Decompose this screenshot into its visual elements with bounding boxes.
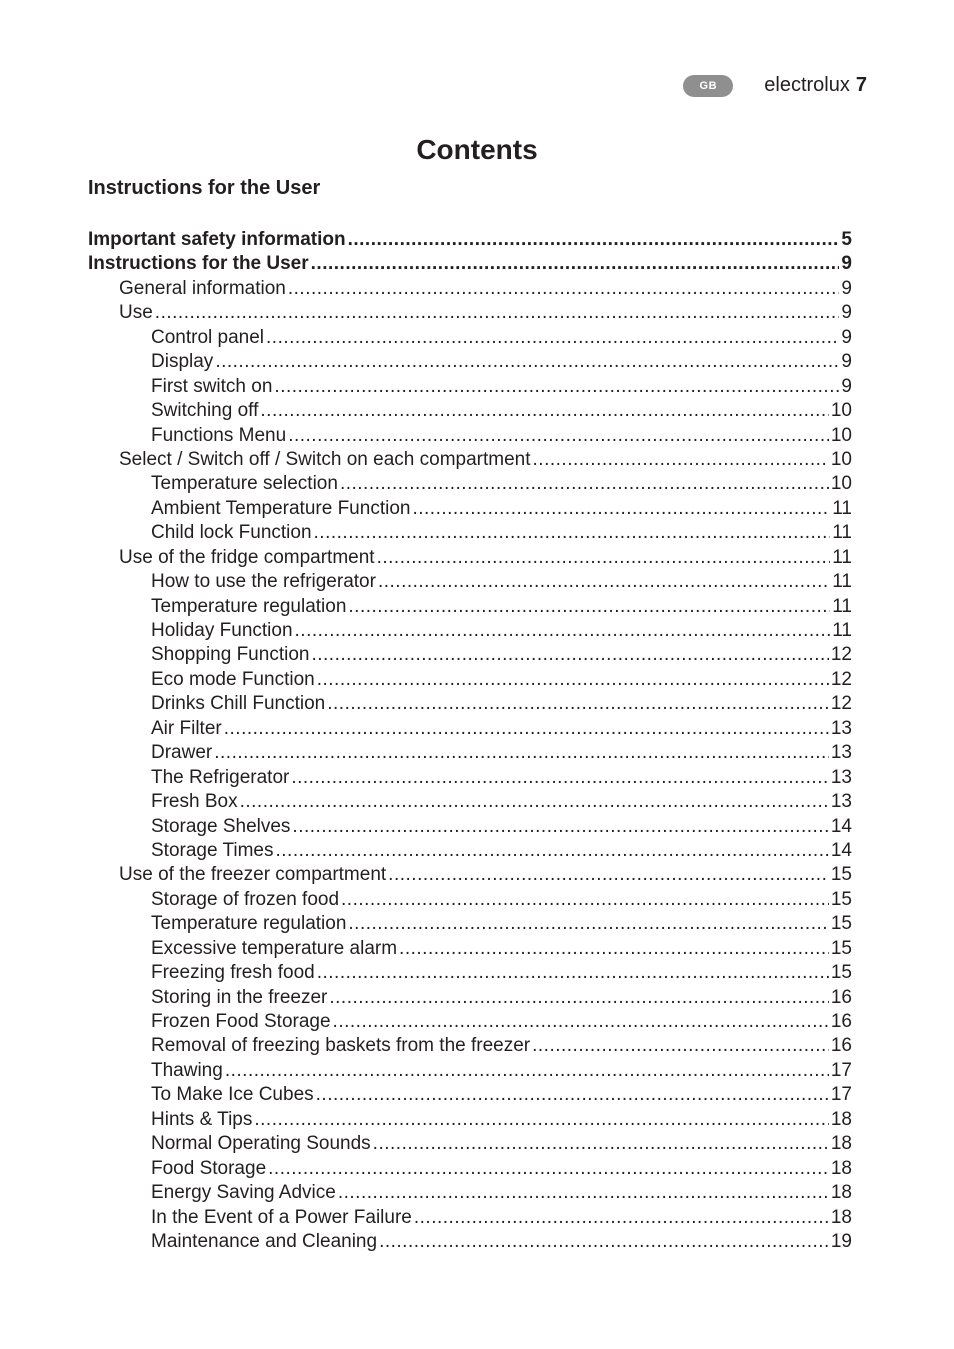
dot-leader: [288, 424, 829, 448]
dot-leader: [314, 521, 831, 545]
toc-entry[interactable]: [88, 741, 852, 765]
toc-entry[interactable]: [88, 252, 852, 276]
toc-entry-label: Freezing fresh food: [151, 962, 315, 984]
toc-entry-page: 16: [830, 1011, 852, 1032]
toc-entry-label: Temperature regulation: [151, 913, 347, 935]
toc-entry-page: 9: [841, 351, 852, 373]
dot-leader: [379, 1230, 829, 1254]
toc-entry-page: 9: [841, 302, 852, 324]
dot-leader: [225, 1059, 829, 1083]
toc-entry[interactable]: [88, 1157, 852, 1181]
dot-leader: [533, 448, 829, 472]
toc-entry[interactable]: [88, 546, 852, 570]
page-title: Contents: [416, 134, 538, 165]
toc-entry-page: 16: [830, 1035, 852, 1057]
toc-entry[interactable]: [88, 863, 852, 887]
toc-entry-page: 15: [830, 888, 852, 910]
dot-leader: [348, 228, 840, 252]
toc-entry-label: Drinks Chill Function: [151, 693, 326, 715]
toc-entry-page: 11: [832, 620, 852, 641]
toc-entry[interactable]: [88, 1230, 852, 1254]
toc-entry-page: 11: [832, 546, 852, 568]
toc-entry-label: Energy Saving Advice: [151, 1182, 336, 1204]
toc-entry-label: Child lock Function: [151, 522, 312, 544]
toc-entry-page: 18: [830, 1206, 852, 1228]
toc-entry-label: Holiday Function: [151, 620, 293, 641]
toc-entry[interactable]: [88, 521, 852, 545]
dot-leader: [333, 1010, 829, 1034]
dot-leader: [348, 912, 828, 936]
table-of-contents: [88, 228, 852, 1254]
dot-leader: [266, 326, 839, 350]
dot-leader: [340, 472, 829, 496]
toc-entry-label: Eco mode Function: [151, 668, 315, 690]
dot-leader: [414, 1206, 829, 1230]
toc-entry-page: 18: [830, 1108, 852, 1130]
toc-entry-label: Use of the fridge compartment: [119, 546, 375, 568]
toc-entry-page: 18: [830, 1182, 852, 1204]
toc-entry-page: 19: [830, 1230, 852, 1252]
toc-entry-label: Switching off: [151, 400, 259, 422]
toc-entry[interactable]: [88, 375, 852, 399]
dot-leader: [338, 1181, 829, 1205]
toc-entry-label: Control panel: [151, 326, 265, 348]
toc-entry-page: 15: [830, 962, 852, 984]
toc-entry-label: Storage Times: [151, 839, 274, 861]
toc-entry[interactable]: [88, 643, 852, 667]
dot-leader: [412, 497, 830, 521]
toc-entry-page: 11: [832, 595, 852, 617]
toc-entry-page: 10: [830, 424, 852, 446]
toc-entry[interactable]: [88, 399, 852, 423]
toc-entry-page: 11: [832, 522, 852, 544]
toc-entry[interactable]: [88, 1010, 852, 1034]
toc-entry-page: 11: [832, 571, 852, 593]
toc-entry[interactable]: [88, 1034, 852, 1058]
toc-entry-label: Instructions for the User: [88, 253, 309, 275]
toc-entry-label: Storage of frozen food: [151, 888, 340, 910]
dot-leader: [214, 741, 829, 765]
dot-leader: [215, 350, 839, 374]
toc-entry-page: 15: [830, 864, 852, 886]
toc-entry-label: Normal Operating Sounds: [151, 1133, 371, 1155]
toc-entry-label: To Make Ice Cubes: [151, 1084, 314, 1106]
toc-entry[interactable]: [88, 301, 852, 325]
toc-entry[interactable]: [88, 839, 852, 863]
dot-leader: [388, 863, 829, 887]
toc-entry-page: 10: [830, 473, 852, 495]
toc-entry[interactable]: [88, 326, 852, 350]
toc-entry-page: 14: [830, 815, 852, 837]
toc-entry-page: 14: [830, 839, 852, 861]
dot-leader: [295, 619, 831, 643]
toc-entry[interactable]: [88, 448, 852, 472]
dot-leader: [268, 1157, 829, 1181]
toc-entry-page: 18: [830, 1133, 852, 1155]
toc-entry[interactable]: [88, 815, 852, 839]
toc-entry-page: 17: [830, 1084, 852, 1106]
toc-entry-page: 12: [830, 644, 852, 666]
toc-entry-label: Maintenance and Cleaning: [151, 1230, 378, 1252]
dot-leader: [291, 766, 829, 790]
brand-name: electrolux: [764, 74, 850, 96]
dot-leader: [348, 595, 830, 619]
toc-entry-page: 13: [830, 766, 852, 788]
toc-entry[interactable]: [88, 888, 852, 912]
toc-entry[interactable]: [88, 961, 852, 985]
toc-entry-page: 9: [841, 375, 852, 397]
dot-leader: [274, 375, 839, 399]
dot-leader: [224, 717, 829, 741]
toc-entry[interactable]: [88, 1132, 852, 1156]
toc-entry[interactable]: [88, 937, 852, 961]
dot-leader: [292, 815, 828, 839]
dot-leader: [260, 399, 828, 423]
toc-entry-page: 10: [830, 448, 852, 470]
toc-entry-label: Ambient Temperature Function: [151, 497, 411, 519]
dot-leader: [311, 643, 828, 667]
toc-entry-page: 17: [830, 1059, 852, 1081]
toc-entry-label: First switch on: [151, 375, 273, 397]
toc-entry-page: 12: [830, 668, 852, 690]
toc-entry-label: Thawing: [151, 1059, 223, 1081]
dot-leader: [240, 790, 829, 814]
page-number: 7: [855, 74, 867, 96]
toc-entry-page: 13: [830, 742, 852, 764]
toc-entry[interactable]: [88, 424, 852, 448]
toc-entry-label: The Refrigerator: [151, 766, 290, 788]
dot-leader: [329, 986, 828, 1010]
dot-leader: [288, 277, 840, 301]
toc-entry-label: Hints & Tips: [151, 1108, 253, 1130]
toc-entry[interactable]: [88, 228, 852, 252]
toc-entry-page: 10: [830, 400, 852, 422]
toc-entry[interactable]: [88, 1059, 852, 1083]
toc-entry-page: 9: [841, 326, 852, 348]
toc-entry-label: How to use the refrigerator: [151, 571, 376, 593]
toc-entry[interactable]: [88, 350, 852, 374]
dot-leader: [532, 1034, 829, 1058]
dot-leader: [254, 1108, 828, 1132]
toc-entry-label: General information: [119, 277, 286, 299]
toc-entry-page: 15: [830, 913, 852, 935]
toc-entry[interactable]: [88, 497, 852, 521]
toc-entry[interactable]: [88, 277, 852, 301]
toc-entry[interactable]: [88, 472, 852, 496]
toc-entry-label: Drawer: [151, 742, 213, 764]
toc-entry[interactable]: [88, 1206, 852, 1230]
toc-entry[interactable]: [88, 766, 852, 790]
toc-entry-label: Use of the freezer compartment: [119, 864, 387, 886]
dot-leader: [377, 546, 831, 570]
toc-entry-page: 13: [830, 791, 852, 813]
toc-entry[interactable]: [88, 595, 852, 619]
toc-entry-page: 12: [830, 693, 852, 715]
toc-entry-label: Fresh Box: [151, 791, 238, 813]
toc-entry[interactable]: [88, 912, 852, 936]
toc-entry[interactable]: [88, 986, 852, 1010]
toc-entry-label: Display: [151, 351, 214, 373]
toc-entry-label: Air Filter: [151, 717, 222, 739]
toc-entry-label: Temperature selection: [151, 473, 338, 495]
toc-entry-label: Storage Shelves: [151, 815, 291, 837]
toc-entry-label: Functions Menu: [151, 424, 287, 446]
toc-entry-label: Select / Switch off / Switch on each compartment: [119, 448, 531, 470]
toc-entry-label: Important safety information: [88, 229, 346, 250]
dot-leader: [399, 937, 829, 961]
toc-entry-page: 5: [841, 229, 852, 250]
language-badge: GB: [683, 75, 733, 97]
dot-leader: [317, 961, 829, 985]
section-subtitle: Instructions for the User: [88, 177, 321, 199]
dot-leader: [316, 1083, 829, 1107]
dot-leader: [155, 301, 840, 325]
toc-entry[interactable]: [88, 1108, 852, 1132]
toc-entry[interactable]: [88, 570, 852, 594]
toc-entry[interactable]: [88, 668, 852, 692]
toc-entry-label: Removal of freezing baskets from the freezer: [151, 1035, 531, 1057]
dot-leader: [276, 839, 829, 863]
dot-leader: [378, 570, 830, 594]
toc-entry-page: 9: [841, 253, 852, 275]
toc-entry-label: Frozen Food Storage: [151, 1011, 331, 1032]
toc-entry-page: 13: [830, 717, 852, 739]
toc-entry[interactable]: [88, 1181, 852, 1205]
toc-entry-label: Excessive temperature alarm: [151, 937, 398, 959]
toc-entry-page: 16: [830, 986, 852, 1008]
dot-leader: [373, 1132, 829, 1156]
toc-entry[interactable]: [88, 692, 852, 716]
dot-leader: [327, 692, 829, 716]
toc-entry[interactable]: [88, 717, 852, 741]
toc-entry-page: 9: [841, 277, 852, 299]
toc-entry[interactable]: [88, 790, 852, 814]
dot-leader: [341, 888, 829, 912]
toc-entry-page: 15: [830, 937, 852, 959]
dot-leader: [317, 668, 829, 692]
page-header: [683, 74, 867, 97]
toc-entry-label: In the Event of a Power Failure: [151, 1206, 412, 1228]
toc-entry-label: Temperature regulation: [151, 595, 347, 617]
toc-entry-label: Food Storage: [151, 1157, 267, 1179]
toc-entry-page: 11: [832, 497, 852, 519]
dot-leader: [311, 252, 840, 276]
toc-entry[interactable]: [88, 1083, 852, 1107]
toc-entry-label: Use: [119, 302, 153, 324]
toc-entry-label: Storing in the freezer: [151, 986, 328, 1008]
toc-entry-label: Shopping Function: [151, 644, 310, 666]
toc-entry-page: 18: [830, 1157, 852, 1179]
toc-entry[interactable]: [88, 619, 852, 643]
